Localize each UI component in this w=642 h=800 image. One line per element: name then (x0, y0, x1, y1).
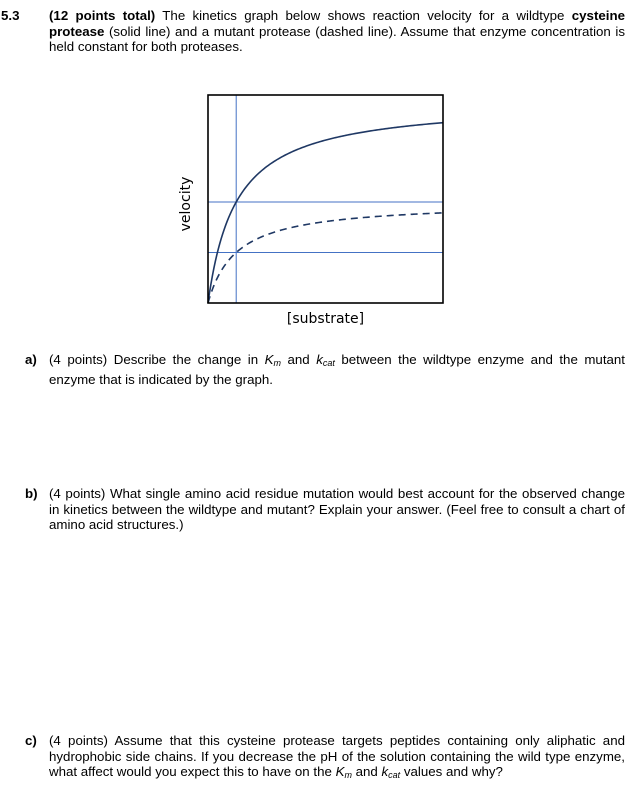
wildtype-curve (208, 123, 443, 303)
problem-number: 5.3 (1, 8, 20, 23)
km-main: K (335, 764, 345, 779)
intro-text-2: (solid line) and a mutant protease (dashed line). Assume that enzyme concentration is held constant for both proteases. (49, 23, 625, 54)
km-symbol (265, 352, 281, 367)
km-sub: m (344, 770, 352, 780)
question-c (25, 733, 625, 784)
points-total-label: (12 points total) (49, 8, 156, 23)
kcat-symbol (382, 764, 401, 779)
question-a (25, 352, 625, 387)
mutant-curve (208, 213, 443, 303)
kcat-sub: cat (322, 358, 335, 368)
km-sub: m (273, 358, 281, 368)
x-axis-label: [substrate] (286, 311, 365, 327)
km-main: K (264, 352, 274, 367)
question-c-text-1: (4 points) Assume that this cysteine protease targets peptides containing only aliphatic and hydrophobic side chains. If you decrease the pH of the solution containing the wild type enzyme, what affect would you expect this to have on the (49, 733, 625, 779)
curves (208, 123, 443, 303)
question-a-letter: a) (25, 352, 37, 367)
km-symbol (336, 764, 352, 779)
kcat-sub: cat (388, 770, 401, 780)
kcat-symbol (316, 352, 335, 367)
question-c-letter: c) (25, 733, 37, 748)
question-b-text: (4 points) What single amino acid residue mutation would best account for the observed change in kinetics between the wildtype and mutant? Explain your answer. (Feel free to consult a chart of amino acid structures.) (49, 486, 625, 532)
question-a-text (49, 352, 625, 387)
kinetics-graph (175, 88, 455, 333)
problem-intro (49, 8, 625, 55)
question-a-text-2: and (281, 352, 317, 367)
intro-text-1: The kinetics graph below shows reaction velocity for a wildtype (155, 8, 572, 23)
kcat-main: k (381, 764, 389, 779)
question-a-text-3: between the wildtype enzyme and the mutant enzyme that is indicated by the graph. (49, 352, 625, 387)
question-b-letter: b) (25, 486, 38, 501)
question-c-text (49, 733, 625, 784)
intro-enzyme-name: cysteine protease (49, 8, 625, 39)
question-b (25, 486, 625, 533)
kcat-main: k (316, 352, 323, 367)
kinetics-chart-svg (175, 88, 455, 333)
question-a-text-1: (4 points) Describe the change in (49, 352, 265, 367)
y-axis-label: velocity (178, 176, 194, 232)
question-c-text-3: values and why? (400, 764, 503, 779)
question-c-text-2: and (351, 764, 382, 779)
